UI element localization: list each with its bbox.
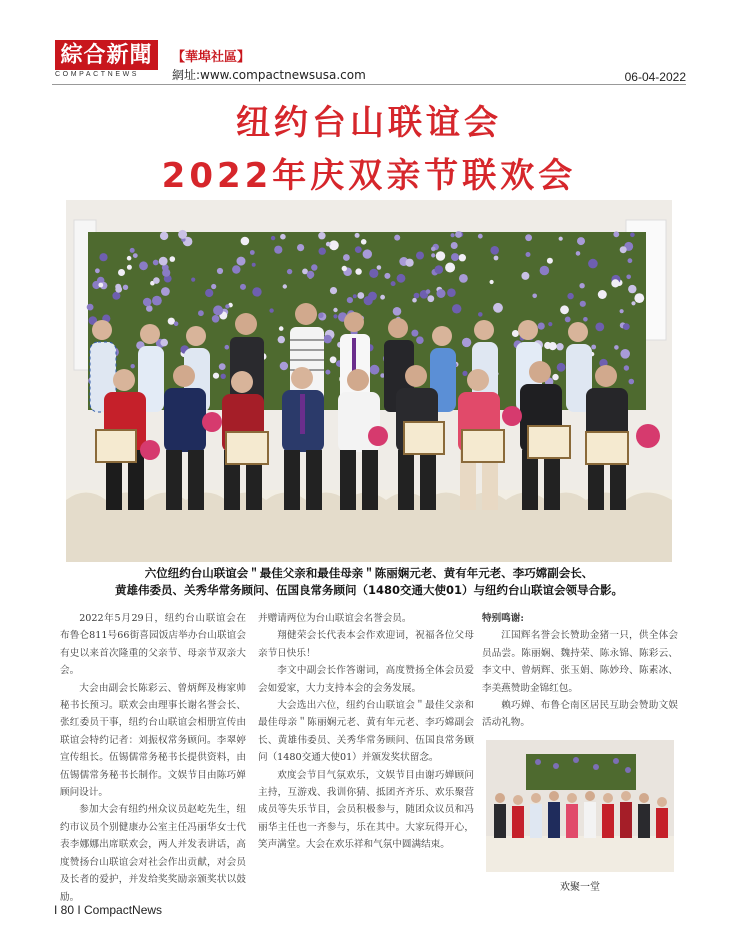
flower-dot	[162, 269, 170, 277]
flower-dot	[547, 258, 553, 264]
flower-dot	[283, 284, 287, 288]
flower-dot	[99, 253, 107, 261]
flower-dot	[552, 374, 558, 380]
flower-dot	[397, 274, 406, 283]
flower-dot	[426, 289, 431, 294]
flower-dot	[384, 273, 390, 279]
flower-dot	[588, 259, 598, 269]
flower-dot	[377, 265, 382, 270]
flower-dot	[406, 259, 414, 267]
flower-dot	[131, 364, 135, 368]
flower-dot	[628, 285, 636, 293]
flower-dot	[342, 266, 347, 271]
headline-line-2: 2022年庆双亲节联欢会	[161, 156, 577, 196]
flower-dot	[326, 242, 331, 247]
flower-dot	[330, 287, 337, 294]
flower-dot	[567, 293, 573, 299]
flower-dot	[595, 323, 604, 332]
flower-dot	[318, 313, 323, 318]
group-photo	[66, 200, 672, 562]
paragraph: 李文中副会长作答谢词，高度赞扬全体会员爱会如爱家，大力支持本会的会务发展。	[258, 665, 474, 694]
flower-dot	[127, 265, 132, 270]
flower-dot	[333, 308, 337, 312]
flower-dot	[347, 297, 353, 303]
flower-dot	[416, 252, 424, 260]
flower-dot	[160, 339, 168, 347]
article-column-2	[258, 610, 474, 900]
flower-dot	[629, 379, 635, 385]
flower-dot	[225, 304, 229, 308]
flower-dot	[87, 304, 94, 311]
flower-dot	[414, 293, 420, 299]
flower-dot	[211, 284, 216, 289]
flower-dot	[278, 336, 285, 343]
flower-dot	[538, 323, 545, 330]
flower-dot	[628, 258, 633, 263]
flower-dot	[580, 301, 586, 307]
logo-subtitle: COMPACTNEWS	[55, 71, 140, 78]
flower-dot	[160, 232, 168, 240]
flower-dot	[560, 305, 569, 314]
flower-dot	[323, 335, 332, 344]
flower-dot	[240, 284, 246, 290]
flower-dot	[548, 322, 552, 326]
flower-dot	[139, 261, 148, 270]
flower-dot	[411, 330, 418, 337]
flower-dot	[153, 260, 159, 266]
flower-dot	[626, 275, 631, 280]
flower-dot	[634, 293, 644, 303]
flower-dot	[319, 248, 326, 255]
gathering-photo-caption: 欢聚一堂	[560, 882, 600, 893]
flower-dot	[95, 268, 100, 273]
paragraph: 江国辉名誉会长赞助金猪一只，供全体会员品尝。陈丽娴、魏持荣、陈永锦、陈彩云、李文中、曾炳辉、张玉娟、陈妙玲、陈素冰、李美燕赞助金锦红包。	[482, 630, 678, 694]
flower-dot	[579, 283, 584, 288]
flower-dot	[123, 285, 128, 290]
flower-dot	[391, 281, 396, 286]
flower-dot	[363, 249, 372, 258]
flower-dot	[370, 365, 380, 375]
flower-dot	[213, 373, 219, 379]
flower-dot	[127, 256, 132, 261]
article-column-3	[482, 610, 678, 730]
masthead-divider	[52, 84, 686, 85]
flower-dot	[447, 288, 456, 297]
flower-dot	[161, 287, 170, 296]
flower-dot	[521, 272, 529, 280]
flower-dot	[241, 237, 250, 246]
paragraph: 欢度会节目气氛欢乐，文娱节目由谢巧婵顾问主持，互游戏、我训你猜、抵团齐齐乐、欢乐聚营成员等失乐节目，会员积极参与，随团众议员和冯丽华主任也一齐参与，乐在其中。大家玩得开心，笑声满堂。大会在欢乐祥和气氛中圆满结束。	[258, 769, 474, 851]
flower-dot	[435, 265, 444, 274]
flower-dot	[221, 374, 226, 379]
flower-dot	[361, 239, 367, 245]
flower-dot	[212, 315, 220, 323]
paragraph: 大会由副会长陈彩云、曾炳辉及梅家帅秘书长预习。联欢会由理事长谢名誉会长、张红委员干事，纽约台山联谊会相册宣传由联谊会特约记者：刘振权常务顾问。李翠婷宣传组长。伍锡儒常务秘书长提供资料，由伍锡儒常务秘书长制作。文娱节目由陈巧婵顾问设计。	[60, 682, 246, 799]
flower-dot	[153, 277, 160, 284]
flower-dot	[431, 253, 435, 257]
flower-dot	[325, 370, 330, 375]
paragraph: 翔健荣会长代表本会作欢迎词，祝福各位父母亲节日快乐！	[258, 630, 474, 659]
flower-dot	[613, 231, 619, 237]
flower-dot	[355, 268, 361, 274]
flower-dot	[159, 257, 168, 266]
section-tag: 【華埠社區】	[172, 50, 251, 65]
flower-dot	[225, 345, 230, 350]
flower-dot	[252, 263, 256, 267]
paragraph: 赖巧婵、布鲁仑南区居民互助会赞助文娱活动礼物。	[482, 700, 678, 729]
flower-dot	[318, 232, 325, 239]
flower-dot	[178, 230, 187, 239]
flower-dot	[436, 251, 445, 260]
flower-dot	[133, 253, 138, 258]
flower-dot	[287, 269, 292, 274]
flower-dot	[451, 233, 455, 237]
flower-dot	[493, 303, 503, 313]
flower-dot	[330, 356, 337, 363]
flower-dot	[412, 298, 417, 303]
flower-dot	[205, 289, 213, 297]
paragraph: 并赠请两位为台山联谊会名誉会员。	[258, 613, 412, 624]
flower-dot	[237, 257, 246, 266]
flower-dot	[583, 317, 588, 322]
paragraph: 2022年5月29日，纽约台山联谊会在布鲁仑811号66街喜园饭店举办台山联谊会有史以来首次隆重的父亲节、母亲节双亲大会。	[60, 613, 246, 677]
flower-dot	[174, 321, 179, 326]
paragraph: 大会选出六位，纽约台山联谊会＂最佳父亲和最佳母亲＂陈丽娴元老、黄有年元老、李巧嫦副会长、黄雄伟委员、关秀华常务顾问、伍国良常务顾问（1480交通大使01）并颁发奖状留念。	[258, 700, 474, 764]
flower-dot	[451, 253, 459, 261]
flower-dot	[219, 363, 226, 370]
flower-dot	[250, 250, 255, 255]
flower-dot	[416, 336, 424, 344]
flower-dot	[380, 295, 385, 300]
flower-dot	[611, 279, 619, 287]
flower-dot	[118, 269, 125, 276]
flower-dot	[630, 233, 635, 238]
logo: 綜合新聞	[55, 40, 158, 70]
flower-dot	[280, 234, 286, 240]
flower-dot	[559, 237, 563, 241]
photo-caption	[60, 565, 678, 599]
flower-dot	[280, 362, 288, 370]
flower-dot	[623, 323, 630, 330]
flower-dot	[343, 254, 350, 261]
flower-dot	[452, 304, 461, 313]
flower-dot	[478, 312, 483, 317]
flower-dot	[274, 246, 282, 254]
gathering-photo-illustration	[486, 740, 674, 872]
flower-dot	[355, 233, 360, 238]
flower-dot	[355, 246, 362, 253]
flower-dot	[297, 244, 304, 251]
flower-dot	[556, 343, 563, 350]
paragraph: 参加大会有纽约州众议员赵屹先生，纽约市议员个别健康办公室主任冯丽华女士代表李娜娜出席联欢会，两人并发表讲话，高度赞扬台山联谊会对社会作出贡献，对会员及长者的爱护，并发给奖奖励亲颁奖状以鼓励。	[60, 804, 246, 903]
flower-dot	[329, 240, 339, 250]
flower-dot	[269, 308, 273, 312]
flower-dot	[217, 268, 223, 274]
flower-dot	[191, 278, 195, 282]
flower-dot	[393, 307, 402, 316]
website-url[interactable]: 網址:www.compactnewsusa.com	[172, 68, 366, 82]
flower-dot	[98, 283, 103, 288]
flower-dot	[494, 256, 499, 261]
headline-line-1: 纽约台山联谊会	[236, 103, 502, 143]
flower-dot	[525, 234, 532, 241]
photo-caption-line-1: 六位纽约台山联谊会＂最佳父亲和最佳母亲＂陈丽娴元老、黄有年元老、李巧嫦副会长、	[144, 566, 594, 580]
flower-dot	[427, 295, 434, 302]
flower-dot	[198, 310, 204, 316]
flower-dot	[307, 271, 315, 279]
flower-dot	[445, 263, 455, 273]
flower-dot	[252, 287, 261, 296]
flower-dot	[490, 280, 494, 284]
flower-dot	[431, 247, 436, 252]
flower-dot	[437, 289, 446, 298]
flower-dot	[333, 314, 337, 318]
flower-dot	[368, 292, 377, 301]
flower-dot	[614, 345, 619, 350]
flower-dot	[591, 345, 596, 350]
flower-dot	[620, 246, 627, 253]
flower-dot	[549, 342, 557, 350]
gathering-photo	[486, 740, 674, 872]
flower-dot	[213, 305, 223, 315]
flower-dot	[394, 235, 400, 241]
flower-dot	[526, 252, 531, 257]
page-footer: I 80 I CompactNews	[54, 903, 163, 917]
group-photo-illustration	[66, 200, 672, 562]
photo-caption-line-2: 黄雄伟委员、关秀华常务顾问、伍国良常务顾问（1480交通大使01）与纽约台山联谊会领导合影。	[114, 583, 623, 597]
flower-dot	[369, 269, 378, 278]
flower-dot	[577, 237, 585, 245]
flower-dot	[152, 296, 162, 306]
issue-date: 06-04-2022	[624, 70, 686, 84]
flower-dot	[455, 231, 462, 238]
flower-dot	[620, 309, 624, 313]
flower-dot	[459, 274, 468, 283]
flower-dot	[624, 365, 629, 370]
flower-dot	[459, 254, 466, 261]
flower-dot	[112, 292, 120, 300]
flower-dot	[271, 236, 275, 240]
article-column-1	[60, 610, 246, 906]
flower-dot	[143, 298, 152, 307]
flower-dot	[565, 317, 571, 323]
flower-dot	[462, 371, 467, 376]
flower-dot	[478, 234, 483, 239]
flower-dot	[462, 338, 471, 347]
flower-dot	[279, 326, 284, 331]
flower-dot	[631, 301, 635, 305]
flower-dot	[170, 256, 176, 262]
flower-dot	[512, 330, 519, 337]
flower-dot	[232, 265, 240, 273]
flower-dot	[357, 292, 364, 299]
acknowledgement-heading: 特别鸣谢:	[482, 613, 524, 624]
flower-dot	[557, 363, 566, 372]
flower-dot	[576, 251, 581, 256]
flower-dot	[311, 264, 317, 270]
flower-dot	[532, 294, 537, 299]
flower-dot	[451, 242, 458, 249]
flower-dot	[490, 246, 499, 255]
flower-dot	[620, 349, 630, 359]
flower-dot	[540, 266, 550, 276]
flower-dot	[115, 284, 121, 290]
flower-dot	[353, 294, 357, 298]
flower-dot	[598, 290, 607, 299]
flower-dot	[130, 248, 135, 253]
